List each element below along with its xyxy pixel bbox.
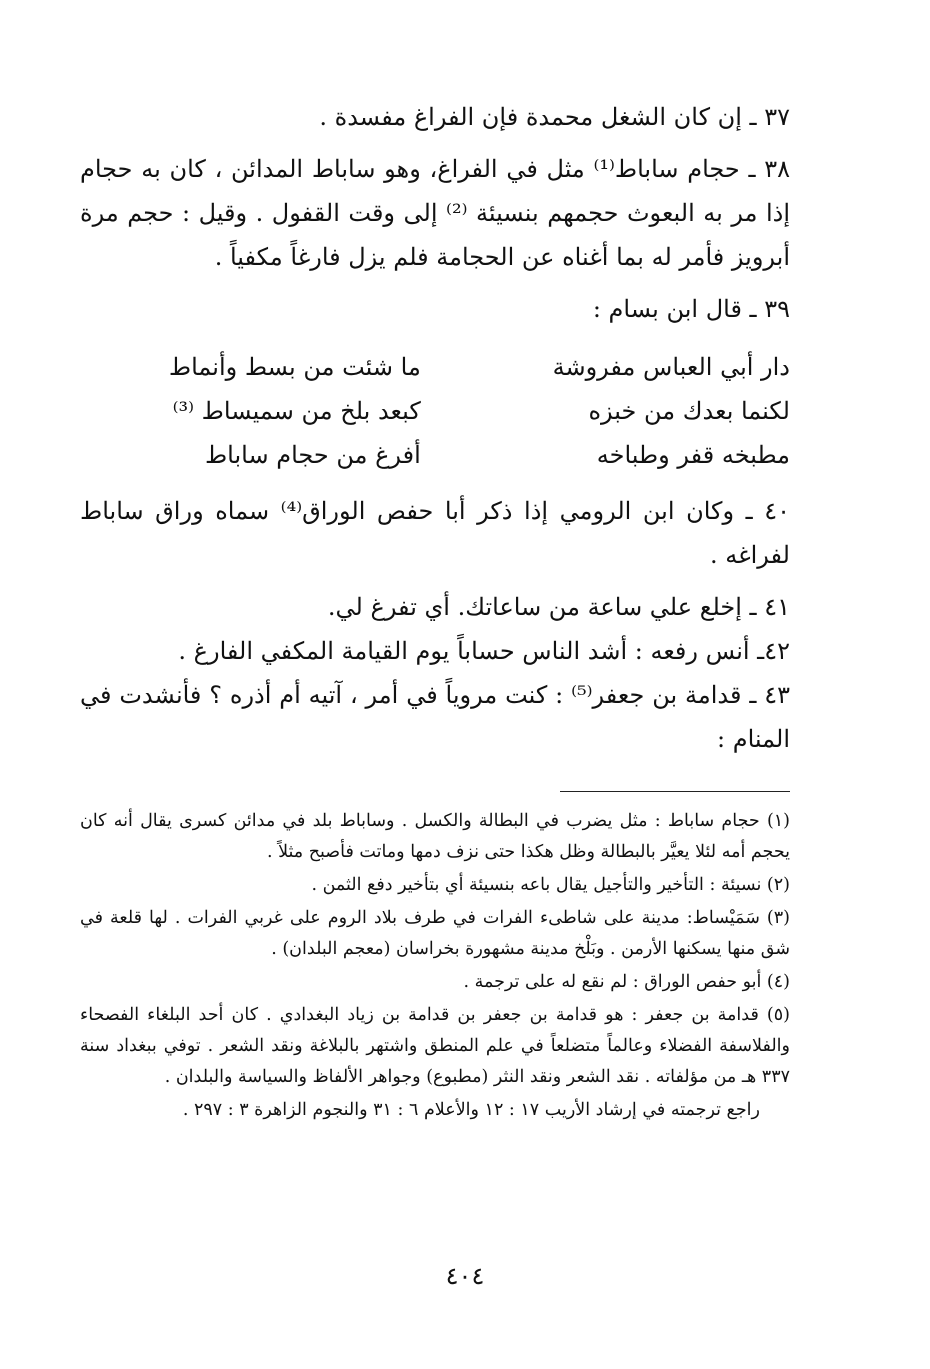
footnote-2: (٢) نسيئة : التأخير والتأجيل يقال باعه بنسيئة أي بتأخير دفع الثمن . (311, 875, 790, 895)
poem-line (80, 389, 790, 433)
poem-hemistich-second: أفرغ من حجام ساباط (204, 441, 421, 469)
poem-hemistich-first: دار أبي العباس مفروشة (552, 353, 790, 381)
footnote-5-reference: راجع ترجمته في إرشاد الأريب ١٧ : ١٢ والأعلام ٦ : ٣١ والنجوم الزاهرة ٣ : ٢٩٧ . (182, 1100, 760, 1120)
poem-hemistich-first: مطبخه قفر وطباخه (596, 441, 790, 469)
main-text-continued (80, 489, 790, 761)
footnote-5: (٥) قدامة بن جعفر : هو قدامة بن جعفر بن قدامة بن زياد البغدادي . كان أحد البلغاء الفصحاء والفلاسفة الفضلاء وعالماً متضلعاً في علم المنطق واشتهر بالبلاغة ونقد الشعر . توفي ببغداد سنة ٣٣٧ هـ من مؤلفاته . نقد الشعر ونقد النثر (مطبوع) وجواهر الألفاظ والسياسة والبلدان . (80, 1005, 791, 1087)
poem-line (80, 433, 790, 477)
book-page (80, 95, 790, 1295)
page-number: ٤٠٤ (445, 1262, 485, 1290)
paragraph-37: ٣٧ ـ إن كان الشغل محمدة فإن الفراغ مفسدة . (319, 103, 790, 131)
main-text (80, 95, 790, 331)
paragraph-42: ٤٢ـ أنس رفعه : أشد الناس حساباً يوم القيامة المكفي الفارغ . (178, 637, 790, 665)
footnotes (80, 806, 790, 1126)
poem-hemistich-second: كبعد بلخ من سميساط ⁽³⁾ (172, 397, 421, 425)
paragraph-40: ٤٠ ـ وكان ابن الرومي إذا ذكر أبا حفص الوراق⁽⁴⁾ سماه وراق ساباط لفراغه . (80, 497, 790, 569)
poem-hemistich-second: ما شئت من بسط وأنماط (168, 353, 421, 381)
poem (80, 345, 790, 477)
footnote-3: (٣) سَمَيْساط: مدينة على شاطىء الفرات في طرف بلاد الروم على غربي الفرات . لها قلعة في شق منها يسكنها الأرمن . وبَلْخ مدينة مشهورة بخراسان (معجم البلدان) . (80, 908, 790, 959)
footnote-separator (560, 791, 790, 792)
poem-hemistich-first: لكنما بعدك من خبزه (588, 397, 790, 425)
paragraph-43: ٤٣ ـ قدامة بن جعفر⁽⁵⁾ : كنت مروياً في أمر ، آتيه أم أذره ؟ فأنشدت في المنام : (80, 681, 790, 753)
footnote-4: (٤) أبو حفص الوراق : لم نقع له على ترجمة . (463, 972, 790, 992)
poem-line (80, 345, 790, 389)
paragraph-38: ٣٨ ـ حجام ساباط⁽¹⁾ مثل في الفراغ، وهو ساباط المدائن ، كان به حجام إذا مر به البعوث حجمهم بنسيئة ⁽²⁾ إلى وقت القفول . وقيل : حجم مرة أبرويز فأمر له بما أغناه عن الحجامة فلم يزل فارغاً مكفياً . (80, 155, 791, 271)
paragraph-39: ٣٩ ـ قال ابن بسام : (592, 295, 790, 323)
footnote-1: (١) حجام ساباط : مثل يضرب في البطالة والكسل . وساباط بلد في مدائن كسرى يقال أنه كان يحجم أمه لئلا يعيَّر بالبطالة وظل هكذا حتى نزف دمها وماتت فأصبح مثلاً . (80, 811, 790, 862)
paragraph-41: ٤١ ـ إخلع علي ساعة من ساعاتك. أي تفرغ لي. (327, 593, 790, 621)
